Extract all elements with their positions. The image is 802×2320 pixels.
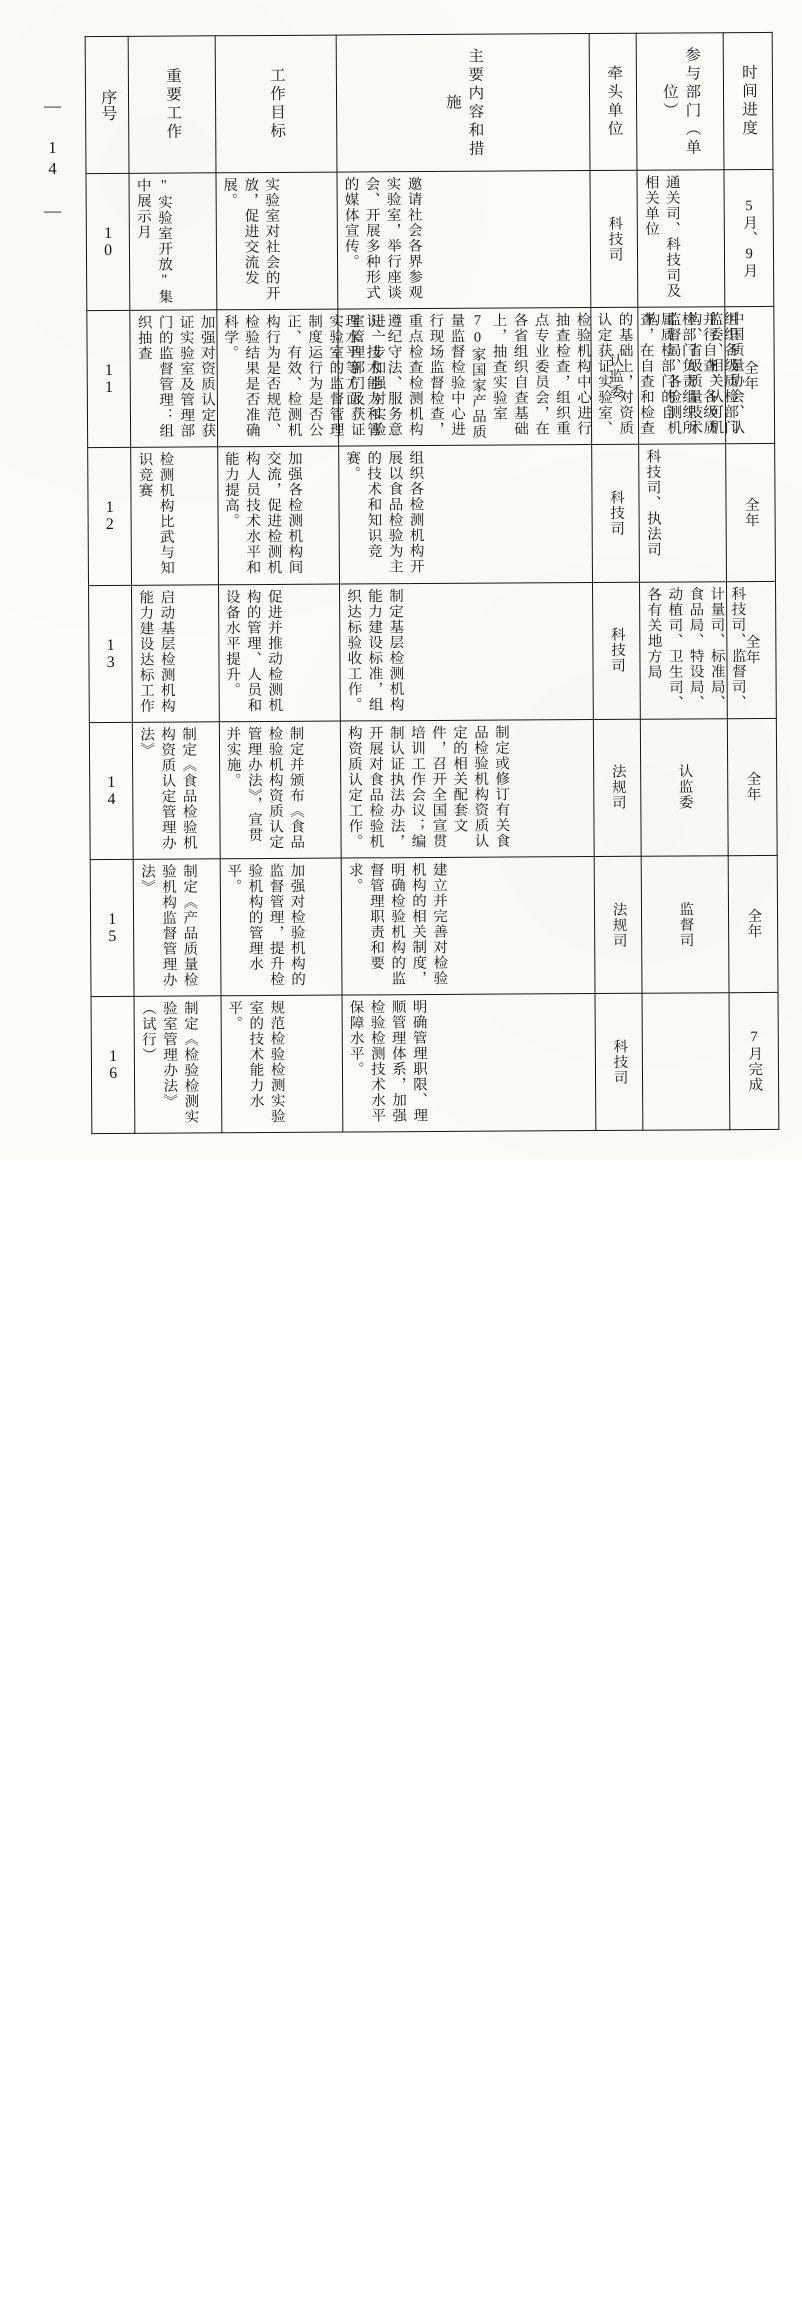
cell-goal xyxy=(216,309,386,447)
cell-seq xyxy=(87,311,131,448)
row-goal: 促进并推动检测机构的管理、人员和设备水平提升。 xyxy=(223,588,283,713)
cell-lead xyxy=(594,856,642,993)
row-title: 启动基层检测机构能力建设达标工作 xyxy=(137,589,176,714)
cell-seq xyxy=(90,859,134,996)
cell-lead xyxy=(590,170,638,307)
cell-goal xyxy=(216,172,338,310)
header-participants xyxy=(636,33,723,171)
row-content: 组织各级质检部门并行自查、各级质检部门负责组织所属质检部门的自查，在自查和检查的基础上，对资质认定获证实验室、检验机构中心进行抽查检查，组织重点专业委员会，在各省组织自查基础上，抽查实验室70家国家产品质量监督检验中心进行现场监督检查，重点检查检测机构遵纪守法、服务意识、技术能力和管理水平等方面。 xyxy=(343,311,739,441)
cell-goal xyxy=(219,721,341,859)
cell-goal xyxy=(217,446,339,584)
cell-content xyxy=(341,856,595,995)
row-seq: 10 xyxy=(99,225,117,260)
row-participants: 监督司 xyxy=(677,900,694,948)
row-time: 7月完成 xyxy=(746,1029,763,1093)
table-row xyxy=(88,444,776,585)
row-content: 制定或修订有关食品检验机构资质认定的相关配套文件，召开全国宣贯培训工作会议；编制认证执法办法，开展对食品检验机构资质认定工作。 xyxy=(345,724,510,850)
row-content: 明确管理职限、理顺管理体系，加强检验检测技术水平保障水平。 xyxy=(347,998,428,1124)
header-seq xyxy=(85,36,129,173)
row-seq: 13 xyxy=(102,636,120,671)
row-lead: 科技司 xyxy=(611,1038,628,1086)
row-goal: 实验室对社会的开放，促进交流发展。 xyxy=(221,177,280,302)
cell-title xyxy=(131,447,218,585)
row-content: 制定基层检测机构能力建设标准，组织达标验收工作。 xyxy=(344,587,404,713)
row-title: 制定《产品质量检验机构监督管理办法》 xyxy=(138,863,198,988)
cell-seq xyxy=(91,996,135,1133)
cell-title xyxy=(132,584,219,722)
row-seq: 11 xyxy=(100,362,118,397)
cell-seq xyxy=(88,448,132,585)
header-content xyxy=(336,34,590,173)
cell-lead xyxy=(592,582,640,719)
cell-title xyxy=(129,173,216,311)
cell-title xyxy=(133,859,220,997)
row-time: 全年 xyxy=(742,496,759,529)
cell-time xyxy=(724,170,774,307)
row-goal: 加强各检测机构间交流，促进检测机构人员技术水平和能力提高。 xyxy=(222,451,303,576)
table-row xyxy=(91,992,779,1133)
row-time: 全年 xyxy=(741,359,759,391)
cell-participants xyxy=(642,993,729,1131)
header-title-label: 重要工作 xyxy=(163,67,182,142)
row-title: 制定《食品检验机构资质认定管理办法》 xyxy=(138,726,197,851)
cell-content xyxy=(340,719,594,858)
cell-lead xyxy=(595,993,643,1130)
cell-participants xyxy=(637,170,724,308)
table-header-row xyxy=(85,32,773,173)
row-participants: 中国质量协会、认监委、相关认可机构、省级质量技术监督局、各检测机构 xyxy=(643,311,745,436)
row-lead: 科技司 xyxy=(606,215,623,263)
row-participants: 科技司、执法司 xyxy=(644,448,662,558)
header-time-label: 时间进度 xyxy=(739,64,758,139)
row-content: 邀请社会各界参观实验室，举行座谈会、开展多种形式的媒体宣传。 xyxy=(342,176,423,301)
cell-participants xyxy=(641,855,728,993)
row-time: 全年 xyxy=(744,771,761,803)
cell-participants xyxy=(638,307,745,445)
row-seq: 14 xyxy=(102,773,121,808)
row-content: 建立并完善对检验机构的相关制度，明确检验机构的监督管理职责和要求。 xyxy=(346,861,448,987)
row-goal: 加强对检验机构的监督管理，提升检验机构的管理水平。 xyxy=(225,862,306,987)
header-goal xyxy=(215,35,337,173)
table-row xyxy=(90,855,778,996)
row-time: 全年 xyxy=(745,908,762,940)
cell-participants xyxy=(641,718,728,856)
row-seq: 15 xyxy=(103,910,121,945)
page-number: — 14 — xyxy=(43,96,62,222)
row-seq: 16 xyxy=(104,1047,122,1082)
row-lead: 认监委 xyxy=(607,352,624,400)
header-participants-label: 参与部门（单位） xyxy=(660,45,701,158)
cell-content xyxy=(339,582,593,721)
cell-content xyxy=(339,445,593,584)
cell-time xyxy=(725,444,775,581)
table-row xyxy=(87,307,775,448)
cell-lead xyxy=(592,445,640,582)
cell-title xyxy=(134,996,221,1134)
header-lead-label: 牵头单位 xyxy=(605,64,623,139)
cell-seq xyxy=(89,585,133,722)
schedule-table-wrapper xyxy=(85,32,780,1134)
cell-content xyxy=(342,993,596,1132)
row-lead: 科技司 xyxy=(607,490,625,537)
row-lead: 科技司 xyxy=(608,627,626,674)
row-seq: 12 xyxy=(101,499,119,534)
header-time xyxy=(723,32,773,169)
cell-seq xyxy=(89,722,133,859)
row-goal: 进一步加强对实验室管理部门及获证实验室的监督管理制度运行为是否公正、有效、检测机构行为是否规范、检验结果是否准确科学。 xyxy=(221,313,386,439)
cell-time xyxy=(728,855,778,992)
cell-participants xyxy=(640,581,747,719)
table-row xyxy=(89,718,777,859)
cell-title xyxy=(130,310,217,448)
table-row xyxy=(86,170,774,311)
header-title xyxy=(128,36,215,174)
row-lead: 法规司 xyxy=(610,901,627,948)
row-title: 加强对资质认定获证实验室及管理部门的监督管理：组织抽查 xyxy=(135,314,216,439)
cell-time xyxy=(727,718,777,855)
header-lead xyxy=(589,33,637,170)
row-lead: 法规司 xyxy=(609,764,626,811)
cell-title xyxy=(133,721,220,859)
row-content: 组织各检测机构开展以食品检验为主的技术和知识竞赛。 xyxy=(344,450,424,575)
row-goal: 制定并颁布《食品检验机构资质认定管理办法》，宣贯并实施。 xyxy=(224,725,305,850)
row-participants: 科技司、监督司、计量司、标准局、食品局、特设局、动植司、卫生司、各有关地方局 xyxy=(645,585,747,711)
cell-time xyxy=(729,992,779,1129)
cell-goal xyxy=(218,584,340,722)
row-participants xyxy=(685,997,686,1125)
row-time: 5月、9月 xyxy=(740,197,758,279)
schedule-table xyxy=(85,32,780,1134)
row-participants: 通关司、科技司及相关单位 xyxy=(642,174,681,299)
row-goal: 规范检验检测实验室的技术能力水平。 xyxy=(226,999,285,1124)
row-title: 检测机构比武与知识竞赛 xyxy=(136,451,175,577)
cell-content xyxy=(337,171,591,310)
header-goal-label: 工作目标 xyxy=(267,66,286,142)
row-time: 全年 xyxy=(743,634,760,666)
row-title: 制定《检验检测实验室管理办法》（试行） xyxy=(139,1000,199,1125)
header-content-label: 主要内容和措施 xyxy=(443,47,484,159)
cell-lead xyxy=(593,719,641,856)
cell-participants xyxy=(639,444,726,582)
header-seq-label: 序号 xyxy=(98,88,116,122)
row-title: "实验室开放"集中展示月 xyxy=(134,177,173,305)
row-participants: 认监委 xyxy=(676,763,693,811)
cell-goal xyxy=(220,858,342,996)
table-row xyxy=(89,581,777,722)
cell-seq xyxy=(86,173,130,310)
cell-goal xyxy=(221,995,343,1133)
